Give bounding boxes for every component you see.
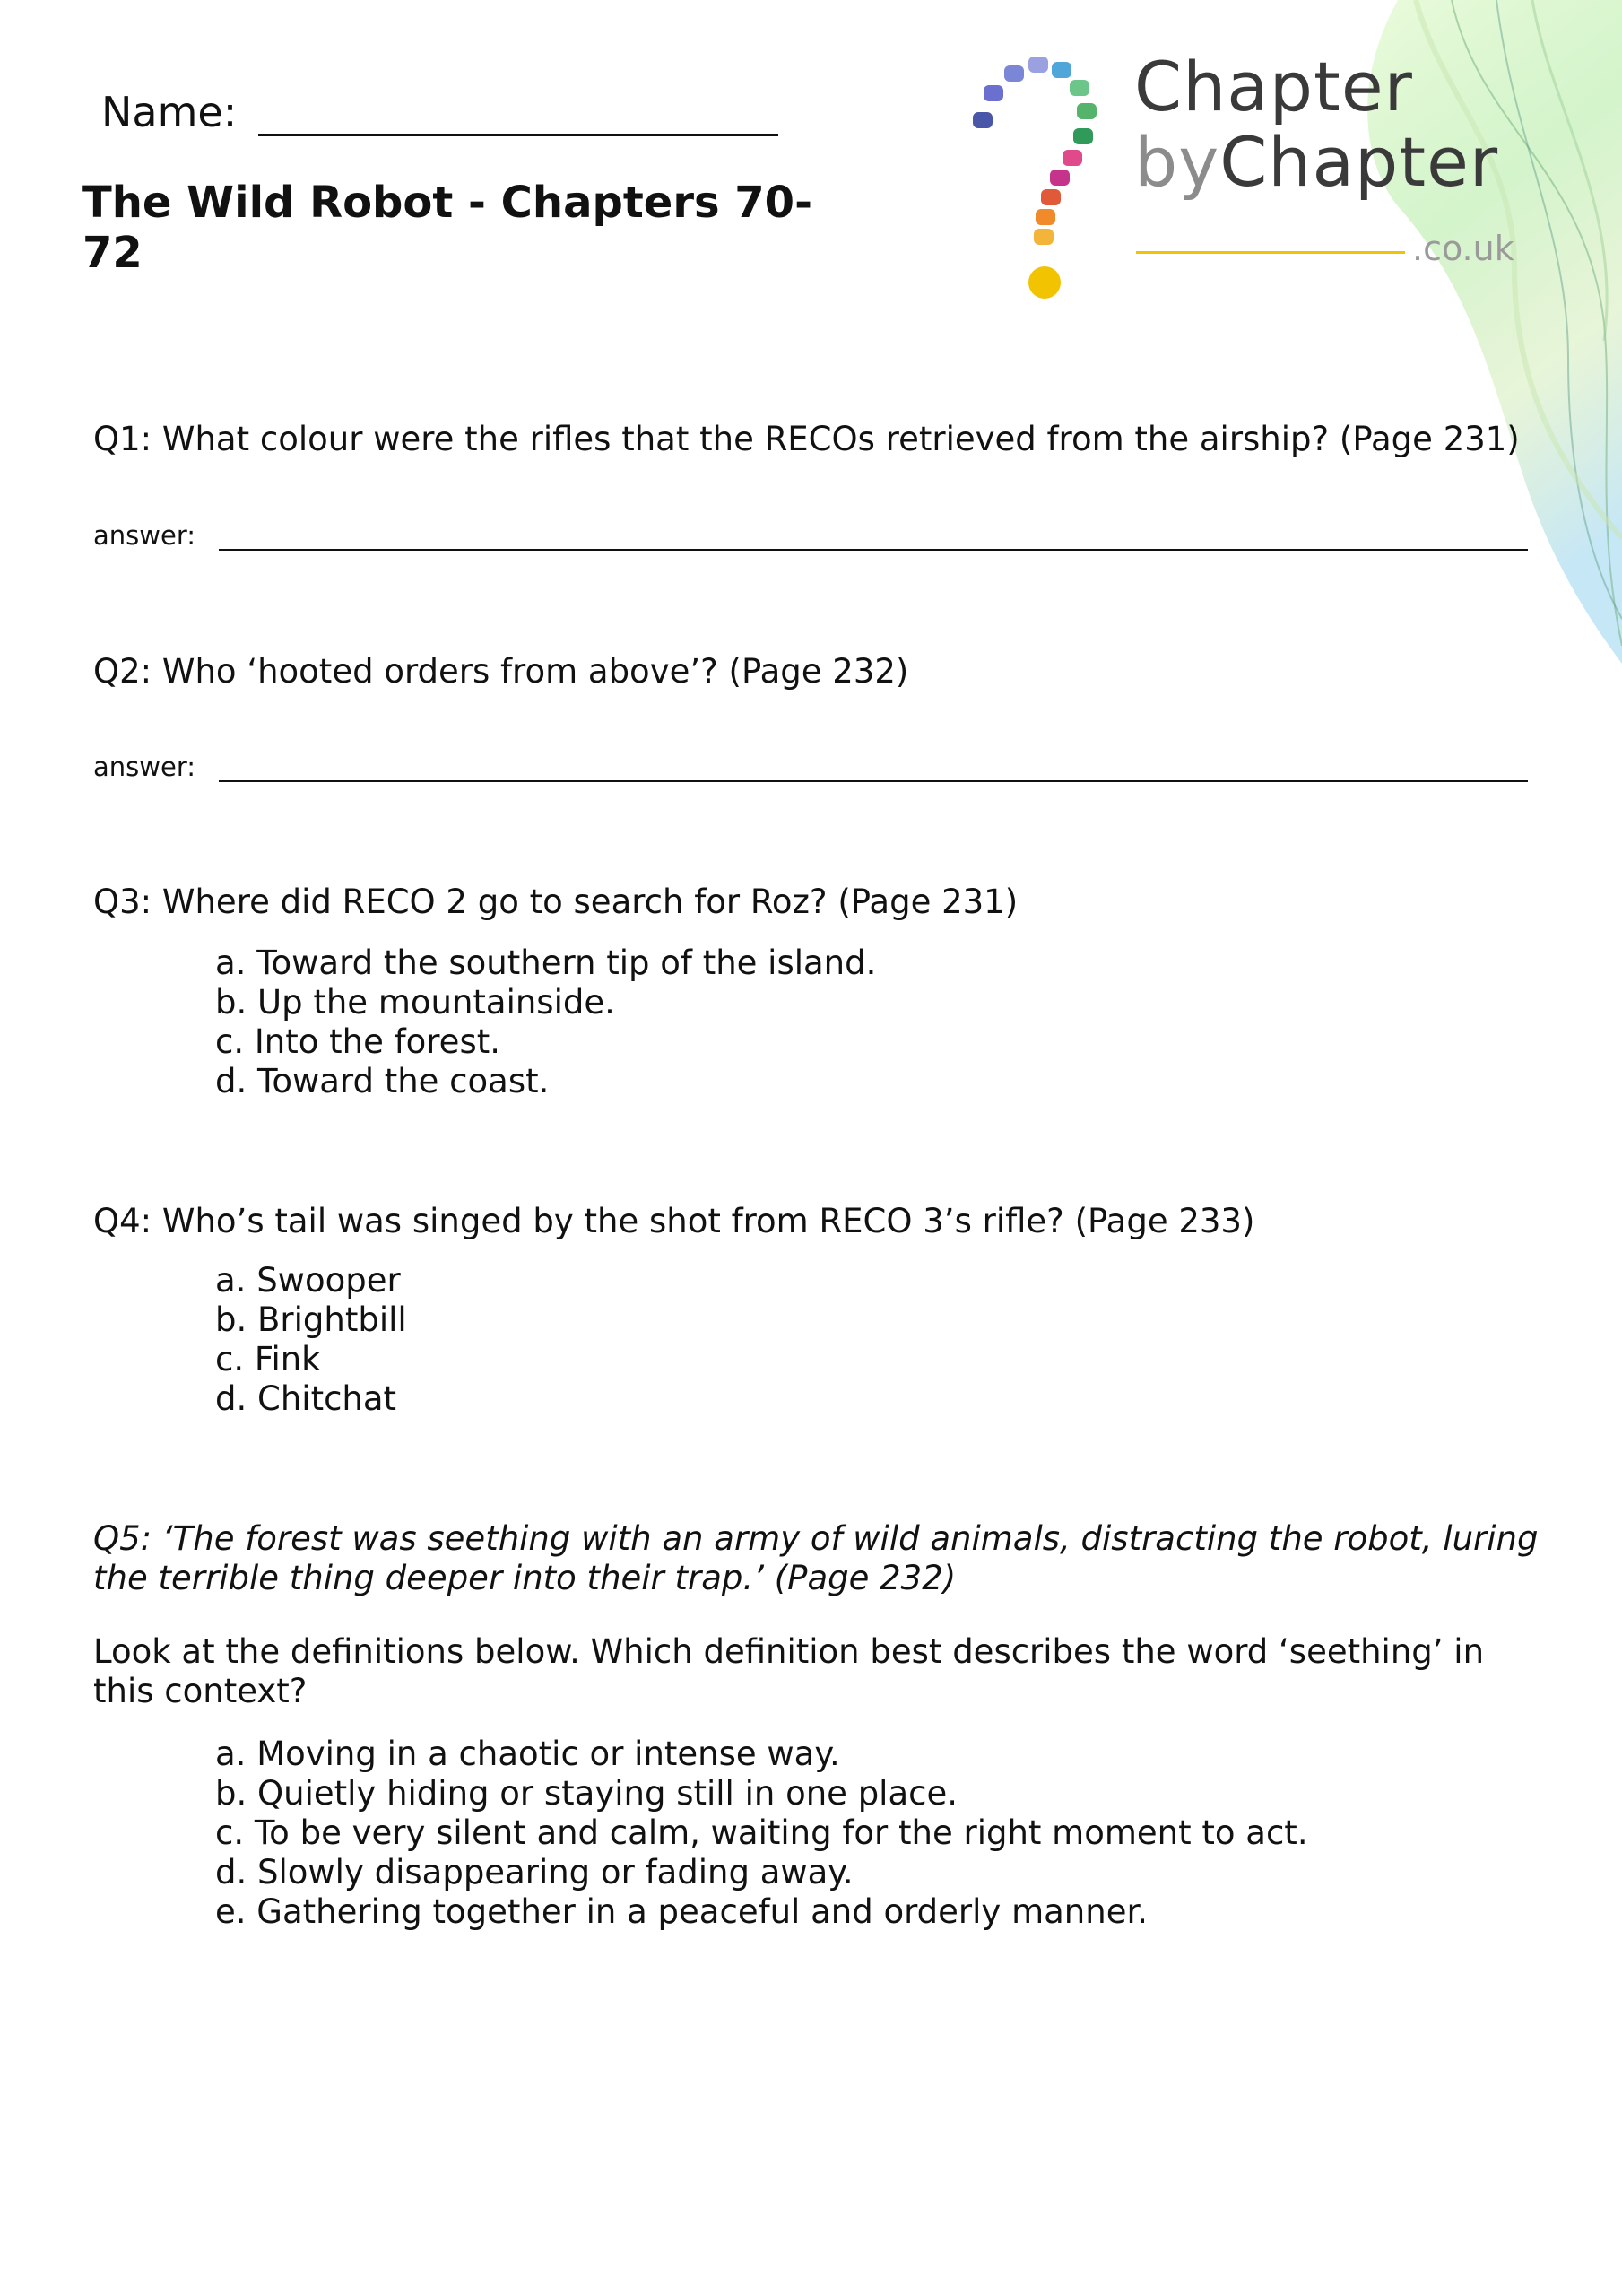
- answer-line-1[interactable]: [219, 531, 1528, 551]
- option-item[interactable]: a. Moving in a chaotic or intense way.: [215, 1735, 840, 1773]
- logo-chapter-text: Chapter: [1134, 47, 1413, 126]
- option-item[interactable]: d. Toward the coast.: [215, 1062, 550, 1100]
- question-5: Q5: ‘The forest was seething with an army of wild animals, distracting the robot, luring the terrible thing deeper into their trap.’ (Page 232): [93, 1519, 1539, 1597]
- answer-line-2[interactable]: [219, 762, 1528, 782]
- question-5-options: [215, 1735, 1308, 1932]
- question-4-options: [215, 1261, 407, 1419]
- question-4: Q4: Who’s tail was singed by the shot from RECO 3’s rifle? (Page 233): [93, 1202, 1255, 1240]
- question-2: Q2: Who ‘hooted orders from above’? (Page 232): [93, 652, 909, 691]
- answer-row-2: [93, 752, 1528, 782]
- question-5-prompt: Look at the definitions below. Which definition best describes the word ‘seething’ in this context?: [93, 1632, 1485, 1710]
- answer-row-1: [93, 520, 1528, 551]
- option-item[interactable]: d. Slowly disappearing or fading away.: [215, 1853, 854, 1892]
- worksheet-title: The Wild Robot - Chapters 70-72: [82, 178, 812, 278]
- question-3-options: [215, 944, 876, 1101]
- name-label: Name:: [101, 88, 238, 136]
- logo-chapter-text-2: Chapter: [1219, 122, 1499, 202]
- name-input-line[interactable]: [258, 92, 778, 136]
- question-mark-books-icon: [964, 49, 1116, 309]
- option-item[interactable]: b. Quietly hiding or staying still in one place.: [215, 1774, 958, 1813]
- option-item[interactable]: b. Up the mountainside.: [215, 983, 615, 1022]
- option-item[interactable]: b. Brightbill: [215, 1300, 407, 1339]
- name-field-row: [101, 88, 778, 136]
- option-item[interactable]: e. Gathering together in a peaceful and orderly manner.: [215, 1892, 1149, 1931]
- logo-domain-text: .co.uk: [1412, 229, 1514, 268]
- option-item[interactable]: d. Chitchat: [215, 1379, 397, 1418]
- logo-by-text: by: [1134, 122, 1220, 202]
- question-1: Q1: What colour were the rifles that the RECOs retrieved from the airship? (Page 231): [93, 420, 1520, 458]
- answer-label: answer:: [93, 752, 196, 782]
- option-item[interactable]: c. To be very silent and calm, waiting for the right moment to act.: [215, 1813, 1308, 1852]
- chapter-by-chapter-logo: [964, 49, 1538, 318]
- logo-underline: [1136, 251, 1405, 254]
- option-item[interactable]: c. Into the forest.: [215, 1022, 500, 1061]
- option-item[interactable]: a. Swooper: [215, 1261, 401, 1300]
- answer-label: answer:: [93, 520, 196, 551]
- option-item[interactable]: c. Fink: [215, 1340, 321, 1378]
- option-item[interactable]: a. Toward the southern tip of the island.: [215, 944, 877, 982]
- question-3: Q3: Where did RECO 2 go to search for Roz? (Page 231): [93, 883, 1019, 921]
